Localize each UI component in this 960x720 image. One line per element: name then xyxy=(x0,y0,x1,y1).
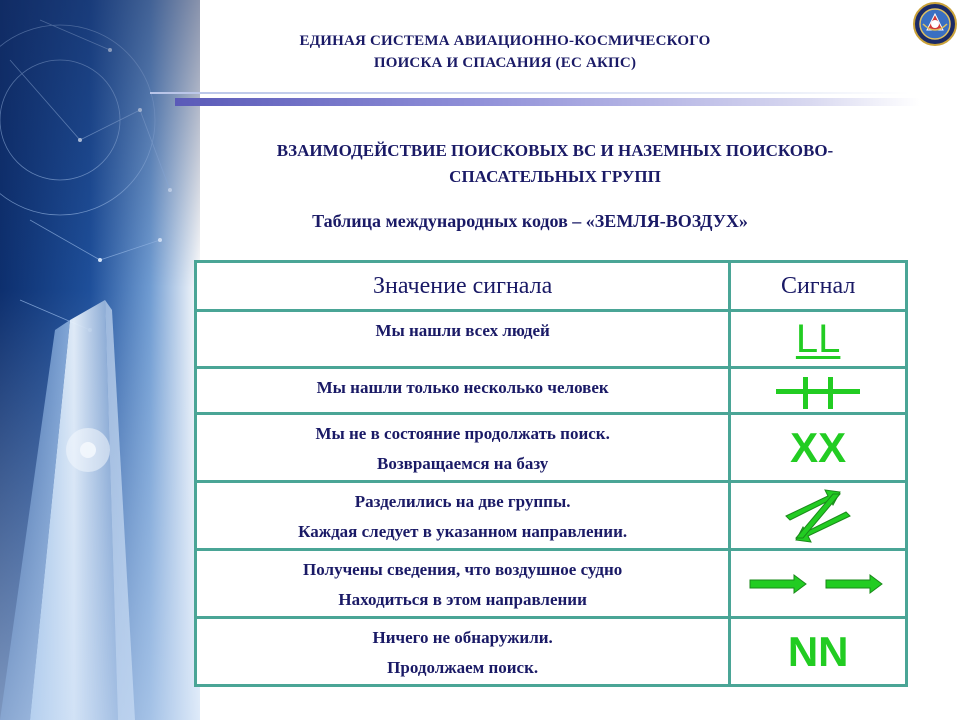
decorative-left-panel xyxy=(0,0,200,720)
table-row xyxy=(196,414,907,482)
signal-meaning-cell xyxy=(196,482,730,550)
signal-meaning-cell xyxy=(196,414,730,482)
column-header-signal: Сигнал xyxy=(730,262,907,311)
signal-meaning-line1: Разделились на две группы. xyxy=(354,492,571,511)
xx-signal-icon: XX xyxy=(790,423,847,471)
header-title xyxy=(270,30,740,74)
header-divider-thin xyxy=(150,92,910,94)
ground-air-codes-table xyxy=(194,260,908,687)
table-row xyxy=(196,482,907,550)
table-row xyxy=(196,311,907,368)
header-title-line1: ЕДИНАЯ СИСТЕМА АВИАЦИОННО-КОСМИЧЕСКОГО xyxy=(299,33,711,49)
ll-underlined-signal-icon: LL xyxy=(795,317,841,361)
signal-meaning-cell xyxy=(196,368,730,414)
section-title-line2: СПАСАТЕЛЬНЫХ ГРУПП xyxy=(449,167,661,186)
header-divider-bar xyxy=(175,98,920,106)
table-caption: Таблица международных кодов – «ЗЕМЛЯ-ВОЗДУХ» xyxy=(312,211,748,231)
table-header-row xyxy=(196,262,907,311)
table-row xyxy=(196,550,907,618)
emblem-icon xyxy=(913,2,957,46)
signal-cell xyxy=(730,311,907,368)
signal-cell xyxy=(730,414,907,482)
signal-meaning-line1: Мы нашли только несколько человек xyxy=(316,378,609,397)
signal-meaning-cell xyxy=(196,311,730,368)
split-arrows-signal-icon xyxy=(778,486,858,546)
table-row xyxy=(196,618,907,686)
nn-signal-icon: NN xyxy=(787,627,849,675)
organization-emblem xyxy=(913,2,957,46)
signal-meaning-line2: Находиться в этом направлении xyxy=(338,590,587,609)
header-title-line2: ПОИСКА И СПАСАНИЯ (ЕС АКПС) xyxy=(373,55,637,71)
signal-cell xyxy=(730,550,907,618)
table-row xyxy=(196,368,907,414)
signal-meaning-line1: Мы нашли всех людей xyxy=(375,321,550,340)
panel-gradient-overlay xyxy=(0,0,200,720)
two-right-arrows-signal-icon xyxy=(748,572,888,596)
signal-meaning-line1: Мы не в состояние продолжать поиск. xyxy=(315,424,610,443)
signal-meaning-line1: Получены сведения, что воздушное судно xyxy=(303,560,623,579)
section-title xyxy=(195,138,915,190)
signal-meaning-line2: Продолжаем поиск. xyxy=(387,658,539,677)
signal-cell xyxy=(730,368,907,414)
signal-meaning-line1: Ничего не обнаружили. xyxy=(372,628,553,647)
double-cross-signal-icon xyxy=(768,371,868,411)
signal-meaning-cell xyxy=(196,550,730,618)
signal-meaning-line2: Каждая следует в указанном направлении. xyxy=(298,522,628,541)
column-header-meaning: Значение сигнала xyxy=(196,262,730,311)
signal-cell xyxy=(730,482,907,550)
signal-cell xyxy=(730,618,907,686)
signal-meaning-line2: Возвращаемся на базу xyxy=(377,454,549,473)
section-title-line1: ВЗАИМОДЕЙСТВИЕ ПОИСКОВЫХ ВС И НАЗЕМНЫХ ПОИСКОВО- xyxy=(276,141,834,160)
signal-meaning-cell xyxy=(196,618,730,686)
